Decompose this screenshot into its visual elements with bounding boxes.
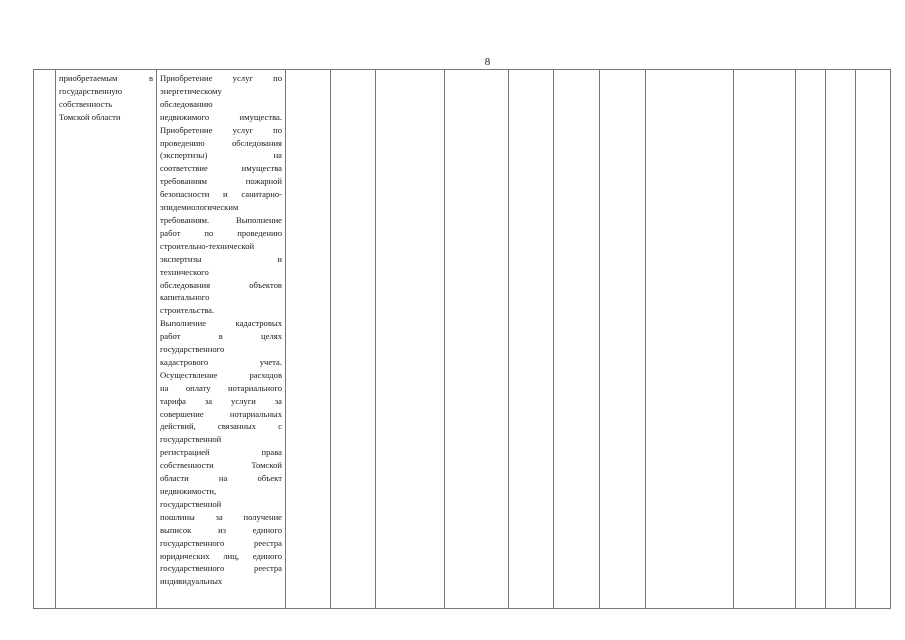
text-line: обследованию: [160, 98, 213, 109]
text-line: требованиям пожарной: [160, 176, 282, 187]
text-line: строительно-технической: [160, 240, 255, 251]
text-line: экспертизы и: [160, 253, 282, 264]
text-line: эпидемиологическим: [160, 202, 239, 213]
text-line: работ по проведению: [160, 227, 282, 238]
text-line: проведению обследования: [160, 137, 282, 148]
text-line: юридических лиц, единого: [160, 550, 282, 561]
cell-col15: [856, 70, 891, 609]
text-line: строительства.: [160, 305, 215, 316]
data-table: [33, 69, 891, 609]
text-line: на оплату нотариального: [160, 382, 282, 393]
text-line: пошлины за получение: [160, 511, 282, 522]
text-line: технического: [160, 266, 209, 277]
cell-col6: [376, 70, 445, 609]
text-line: тарифа за услуги за: [160, 395, 282, 406]
text-line: государственного реестра: [160, 537, 282, 548]
text-line: приобретаемым в: [59, 73, 153, 83]
text-line: требованиям. Выполнение: [160, 214, 282, 225]
cell-col8: [509, 70, 554, 609]
text-line: Приобретение услуг по: [160, 73, 282, 83]
text-line: совершение нотариальных: [160, 408, 282, 419]
text-line: кадастрового учета.: [160, 356, 282, 367]
text-line: недвижимости,: [160, 486, 217, 496]
text-line: индивидуальных: [160, 576, 223, 587]
text-line: Осуществление расходов: [160, 369, 282, 380]
text-line: Томской области: [59, 111, 121, 122]
text-line: собственность: [59, 98, 113, 109]
text-line: действий, связанных с: [160, 421, 282, 432]
text-line: государственной: [160, 434, 222, 445]
page-number: 8: [484, 56, 491, 68]
text-line: регистрацией права: [160, 447, 282, 458]
cell-col2-text: [59, 72, 153, 124]
table-row: [34, 70, 891, 609]
text-line: государственного реестра: [160, 563, 282, 574]
cell-col13: [796, 70, 826, 609]
text-line: безопасности и санитарно-: [160, 189, 282, 200]
text-line: Приобретение услуг по: [160, 124, 282, 135]
cell-col9: [554, 70, 600, 609]
text-line: Выполнение кадастровых: [160, 318, 282, 329]
cell-col11: [646, 70, 734, 609]
text-line: государственного: [160, 344, 225, 355]
text-line: (экспертизы) на: [160, 150, 282, 161]
text-line: государственной: [160, 498, 222, 509]
cell-col14: [826, 70, 856, 609]
cell-col7: [445, 70, 509, 609]
cell-col5: [331, 70, 376, 609]
text-line: собственности Томской: [160, 460, 282, 471]
cell-col3-text: [160, 72, 282, 588]
cell-col2: [56, 70, 157, 609]
cell-col10: [600, 70, 646, 609]
text-line: соответствие имущества: [160, 163, 282, 174]
text-line: энергетическому: [160, 85, 222, 96]
cell-col4: [286, 70, 331, 609]
text-line: обследования объектов: [160, 279, 282, 290]
text-line: недвижимого имущества.: [160, 111, 282, 122]
cell-col1: [34, 70, 56, 609]
cell-col3: [157, 70, 286, 609]
text-line: работ в целях: [160, 331, 282, 342]
text-line: капитального: [160, 292, 210, 303]
text-line: области на объект: [160, 473, 282, 484]
cell-col12: [734, 70, 796, 609]
text-line: государственную: [59, 85, 123, 96]
text-line: выписок из единого: [160, 524, 282, 535]
